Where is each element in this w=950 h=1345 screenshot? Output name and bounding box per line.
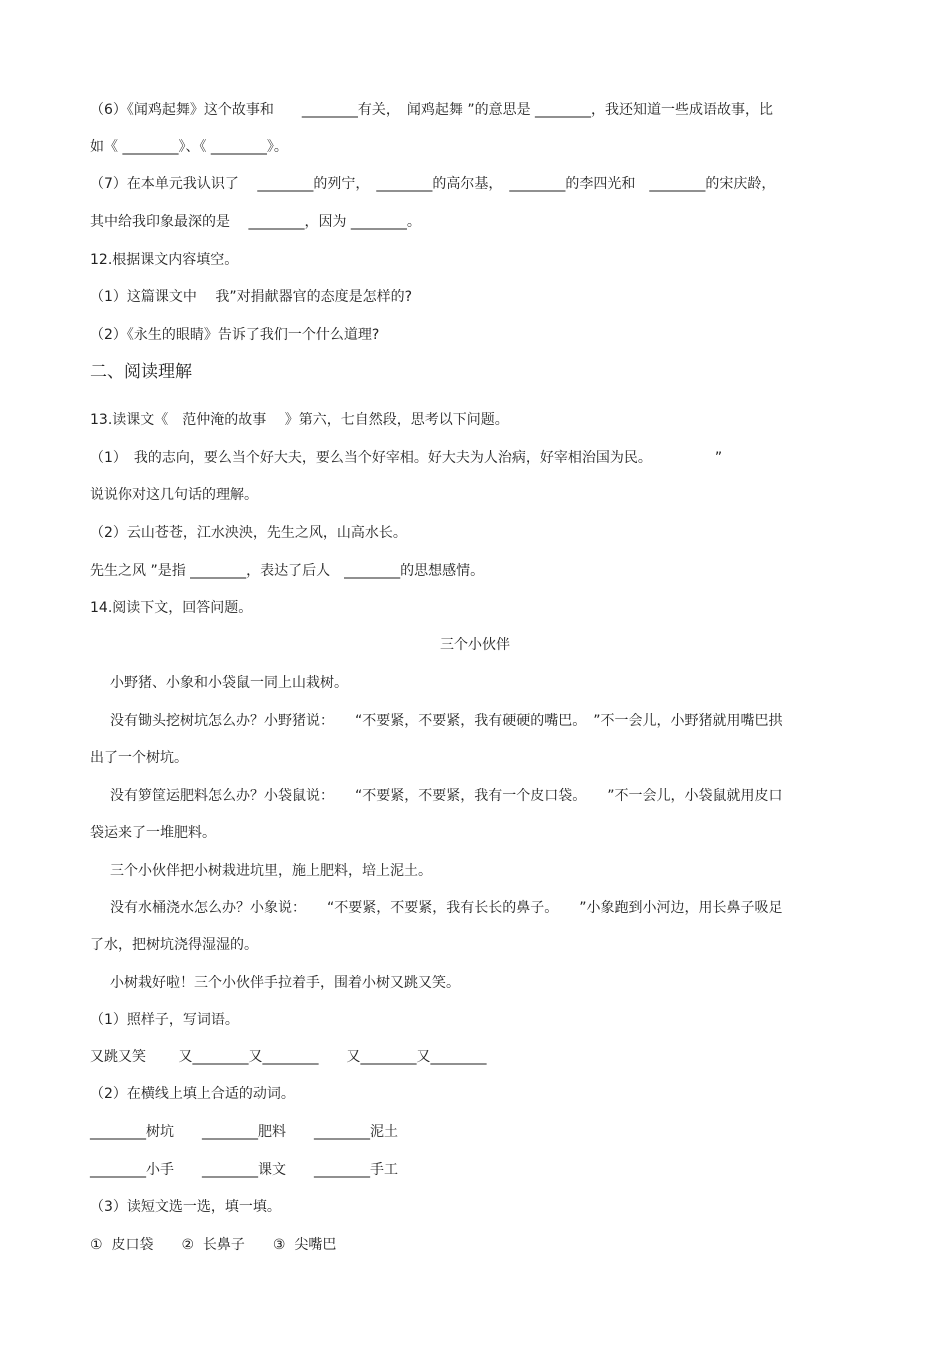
q12-item1: （1）这篇课文中 我”对捐献器官的态度是怎样的? — [90, 289, 413, 305]
q11-item6-line2: 如《 ________》、《 ________》。 — [90, 139, 288, 155]
q14-title: 14.阅读下文，回答问题。 — [90, 600, 253, 616]
q14-item2-row2: ________小手 ________课文 ________手工 — [90, 1162, 398, 1178]
q14-item2: （2）在横线上填上合适的动词。 — [90, 1086, 295, 1102]
q11-item6-line1: （6）《闻鸡起舞》这个故事和 ________有关， 闻鸡起舞 ”的意思是 ________，我还知道一些成语故事，比 — [90, 102, 774, 118]
q12-item2: （2）《永生的眼睛》告诉了我们一个什么道理? — [90, 327, 380, 343]
q14-item2-row1: ________树坑 ________肥料 ________泥土 — [90, 1124, 398, 1140]
story-paragraph-2-line1: 没有锄头挖树坑怎么办？小野猪说： “不要紧，不要紧，我有硬硬的嘴巴。 ”不一会儿，小野猪就用嘴巴拱 — [110, 713, 783, 729]
q13-title: 13.读课文《 范仲淹的故事 》第六，七自然段，思考以下问题。 — [90, 412, 509, 428]
q14-item3: （3）读短文选一选，填一填。 — [90, 1199, 281, 1215]
story-paragraph-3-line2: 袋运来了一堆肥料。 — [90, 825, 216, 841]
story-paragraph-3-line1: 没有箩筐运肥料怎么办？小袋鼠说： “不要紧，不要紧，我有一个皮口袋。 ”不一会儿，小袋鼠就用皮口 — [110, 788, 783, 804]
q14-item3-options: ① 皮口袋 ② 长鼻子 ③ 尖嘴巴 — [90, 1237, 337, 1253]
story-title: 三个小伙伴 — [440, 637, 510, 653]
q14-item1-example: 又跳又笑 又________又________ 又________又________ — [90, 1049, 487, 1065]
q11-item7-line2: 其中给我印象最深的是 ________，因为 ________。 — [90, 214, 421, 230]
q13-item1: （1） 我的志向，要么当个好大夫，要么当个好宰相。好大夫为人治病，好宰相治国为民。 ” — [90, 450, 723, 466]
story-paragraph-5-line1: 没有水桶浇水怎么办？小象说： “不要紧，不要紧，我有长长的鼻子。 ”小象跑到小河边，用长鼻子吸足 — [110, 900, 783, 916]
story-paragraph-5-line2: 了水，把树坑浇得湿湿的。 — [90, 937, 258, 953]
section-heading-reading: 二、阅读理解 — [90, 362, 192, 382]
story-paragraph-6: 小树栽好啦！三个小伙伴手拉着手，围着小树又跳又笑。 — [110, 975, 460, 991]
story-paragraph-4: 三个小伙伴把小树栽进坑里，施上肥料，培上泥土。 — [110, 863, 432, 879]
q11-item7-line1: （7）在本单元我认识了 ________的列宁， ________的高尔基， ________的李四光和 ________的宋庆龄， — [90, 176, 776, 192]
q13-item2-fill: 先生之风 ”是指 ________，表达了后人 ________的思想感情。 — [90, 563, 485, 579]
q13-item1-cont: 说说你对这几句话的理解。 — [90, 487, 258, 503]
q13-item2: （2）云山苍苍，江水泱泱，先生之风，山高水长。 — [90, 525, 407, 541]
q14-item1: （1）照样子，写词语。 — [90, 1012, 239, 1028]
q12-title: 12.根据课文内容填空。 — [90, 252, 239, 268]
story-paragraph-1: 小野猪、小象和小袋鼠一同上山栽树。 — [110, 675, 348, 691]
story-paragraph-2-line2: 出了一个树坑。 — [90, 750, 188, 766]
